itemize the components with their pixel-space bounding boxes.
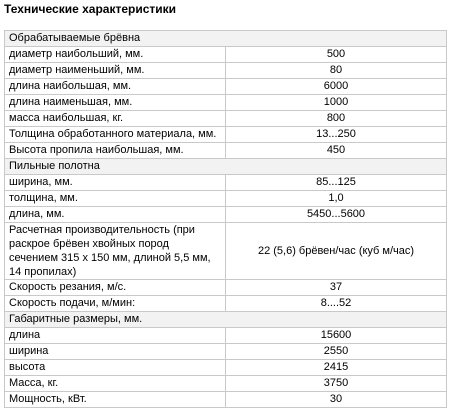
spec-label: длина, мм. bbox=[5, 207, 226, 223]
spec-label: Скорость подачи, м/мин: bbox=[5, 296, 226, 312]
spec-label: Мощность, кВт. bbox=[5, 392, 226, 408]
spec-value: 2415 bbox=[226, 360, 447, 376]
spec-row bbox=[5, 111, 447, 127]
spec-label: толщина, мм. bbox=[5, 191, 226, 207]
spec-value: 2550 bbox=[226, 344, 447, 360]
spec-label: длина bbox=[5, 328, 226, 344]
spec-value: 450 bbox=[226, 143, 447, 159]
spec-label: длина наибольшая, мм. bbox=[5, 79, 226, 95]
spec-label: высота bbox=[5, 360, 226, 376]
spec-value: 3750 bbox=[226, 376, 447, 392]
spec-value: 1,0 bbox=[226, 191, 447, 207]
spec-label: Толщина обработанного материала, мм. bbox=[5, 127, 226, 143]
spec-label: Расчетная производительность (при раскрое брёвен хвойных пород сечением 315 х 150 мм, длиной 5,5 мм, 14 пропилах) bbox=[5, 223, 226, 280]
spec-value: 80 bbox=[226, 63, 447, 79]
spec-value: 8....52 bbox=[226, 296, 447, 312]
specs-table bbox=[4, 30, 447, 408]
spec-row bbox=[5, 296, 447, 312]
spec-value: 13...250 bbox=[226, 127, 447, 143]
spec-label: длина наименьшая, мм. bbox=[5, 95, 226, 111]
spec-row bbox=[5, 95, 447, 111]
spec-row bbox=[5, 360, 447, 376]
spec-label: Скорость резания, м/с. bbox=[5, 280, 226, 296]
spec-value: 37 bbox=[226, 280, 447, 296]
spec-row bbox=[5, 344, 447, 360]
spec-row bbox=[5, 127, 447, 143]
spec-label: диаметр наибольший, мм. bbox=[5, 47, 226, 63]
spec-row bbox=[5, 175, 447, 191]
spec-label: масса наибольшая, кг. bbox=[5, 111, 226, 127]
spec-label: Масса, кг. bbox=[5, 376, 226, 392]
spec-value: 500 bbox=[226, 47, 447, 63]
spec-row bbox=[5, 376, 447, 392]
spec-value: 800 bbox=[226, 111, 447, 127]
section-header-row bbox=[5, 159, 447, 175]
section-header: Габаритные размеры, мм. bbox=[5, 312, 447, 328]
page-title: Технические характеристики bbox=[4, 2, 177, 16]
spec-label: ширина bbox=[5, 344, 226, 360]
section-header-row bbox=[5, 312, 447, 328]
spec-row bbox=[5, 191, 447, 207]
spec-value: 22 (5,6) брёвен/час (куб м/час) bbox=[226, 223, 447, 280]
spec-value: 5450...5600 bbox=[226, 207, 447, 223]
spec-row bbox=[5, 280, 447, 296]
section-header: Обрабатываемые брёвна bbox=[5, 31, 447, 47]
spec-value: 6000 bbox=[226, 79, 447, 95]
section-header: Пильные полотна bbox=[5, 159, 447, 175]
spec-value: 1000 bbox=[226, 95, 447, 111]
spec-row bbox=[5, 63, 447, 79]
section-header-row bbox=[5, 31, 447, 47]
spec-label: ширина, мм. bbox=[5, 175, 226, 191]
spec-row bbox=[5, 207, 447, 223]
spec-value: 30 bbox=[226, 392, 447, 408]
spec-label: диаметр наименьший, мм. bbox=[5, 63, 226, 79]
spec-value: 15600 bbox=[226, 328, 447, 344]
spec-row bbox=[5, 79, 447, 95]
spec-row bbox=[5, 47, 447, 63]
specs-table-body bbox=[5, 31, 447, 408]
spec-label: Высота пропила наибольшая, мм. bbox=[5, 143, 226, 159]
spec-row bbox=[5, 143, 447, 159]
spec-row bbox=[5, 223, 447, 280]
spec-row bbox=[5, 328, 447, 344]
spec-value: 85...125 bbox=[226, 175, 447, 191]
